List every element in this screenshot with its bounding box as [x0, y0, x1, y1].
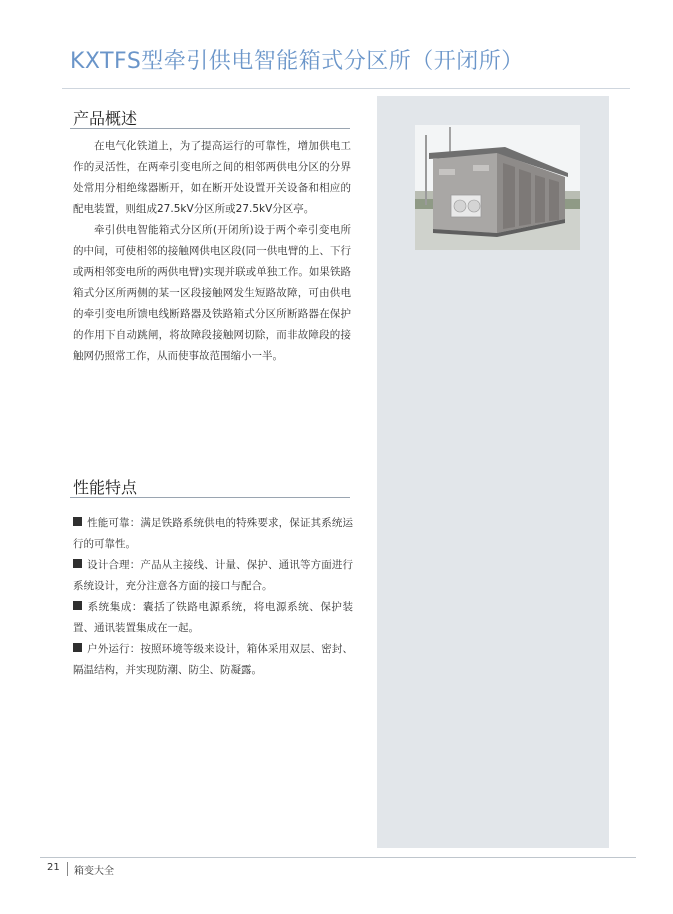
- square-bullet-icon: [73, 643, 82, 652]
- overview-heading: 产品概述: [73, 109, 138, 128]
- page-number: 21: [47, 862, 60, 873]
- feature-text: 系统集成：囊括了铁路电源系统，将电源系统、保护装置、通讯装置集成在一起。: [73, 601, 353, 634]
- product-photo: [415, 125, 580, 250]
- overview-body: [73, 136, 351, 367]
- list-item: [73, 513, 353, 555]
- page-title: KXTFS型牵引供电智能箱式分区所（开闭所）: [70, 49, 524, 74]
- list-item: [73, 597, 353, 639]
- list-item: [73, 555, 353, 597]
- footer-separator: [67, 862, 68, 876]
- footer-divider-line: [40, 857, 636, 858]
- overview-paragraph: 牵引供电智能箱式分区所(开闭所)设于两个牵引变电所的中间，可使相邻的接触网供电区段(同一供电臂的上、下行或两相邻变电所的两供电臂)实现并联或单独工作。如果铁路箱式分区所两侧的某一区段接触网发生短路故障，可由供电的牵引变电所馈电线断路器及铁路箱式分区所断路器在保护的作用下自动跳闸，将故障段接触网切除，而非故障段的接触网仍照常工作，从而使事故范围缩小一半。: [73, 224, 351, 362]
- list-item: [73, 639, 353, 681]
- square-bullet-icon: [73, 559, 82, 568]
- overview-paragraph: 在电气化铁道上，为了提高运行的可靠性，增加供电工作的灵活性，在两牵引变电所之间的相邻两供电分区的分界处常用分相绝缘器断开，如在断开处设置开关设备和相应的配电装置，则组成27.5kV分区所或27.5kV分区亭。: [73, 140, 351, 215]
- feature-text: 户外运行：按照环境等级来设计，箱体采用双层、密封、隔温结构，并实现防潮、防尘、防凝露。: [73, 643, 353, 676]
- feature-text: 设计合理：产品从主接线、计量、保护、通讯等方面进行系统设计，充分注意各方面的接口与配合。: [73, 559, 353, 592]
- features-heading-underline: [70, 497, 350, 498]
- footer-book-title: 箱变大全: [74, 866, 114, 877]
- square-bullet-icon: [73, 601, 82, 610]
- title-divider: [62, 88, 630, 89]
- features-list: [73, 513, 353, 681]
- overview-heading-underline: [70, 128, 350, 129]
- feature-text: 性能可靠：满足铁路系统供电的特殊要求，保证其系统运行的可靠性。: [73, 517, 353, 550]
- square-bullet-icon: [73, 517, 82, 526]
- features-heading: 性能特点: [73, 478, 138, 497]
